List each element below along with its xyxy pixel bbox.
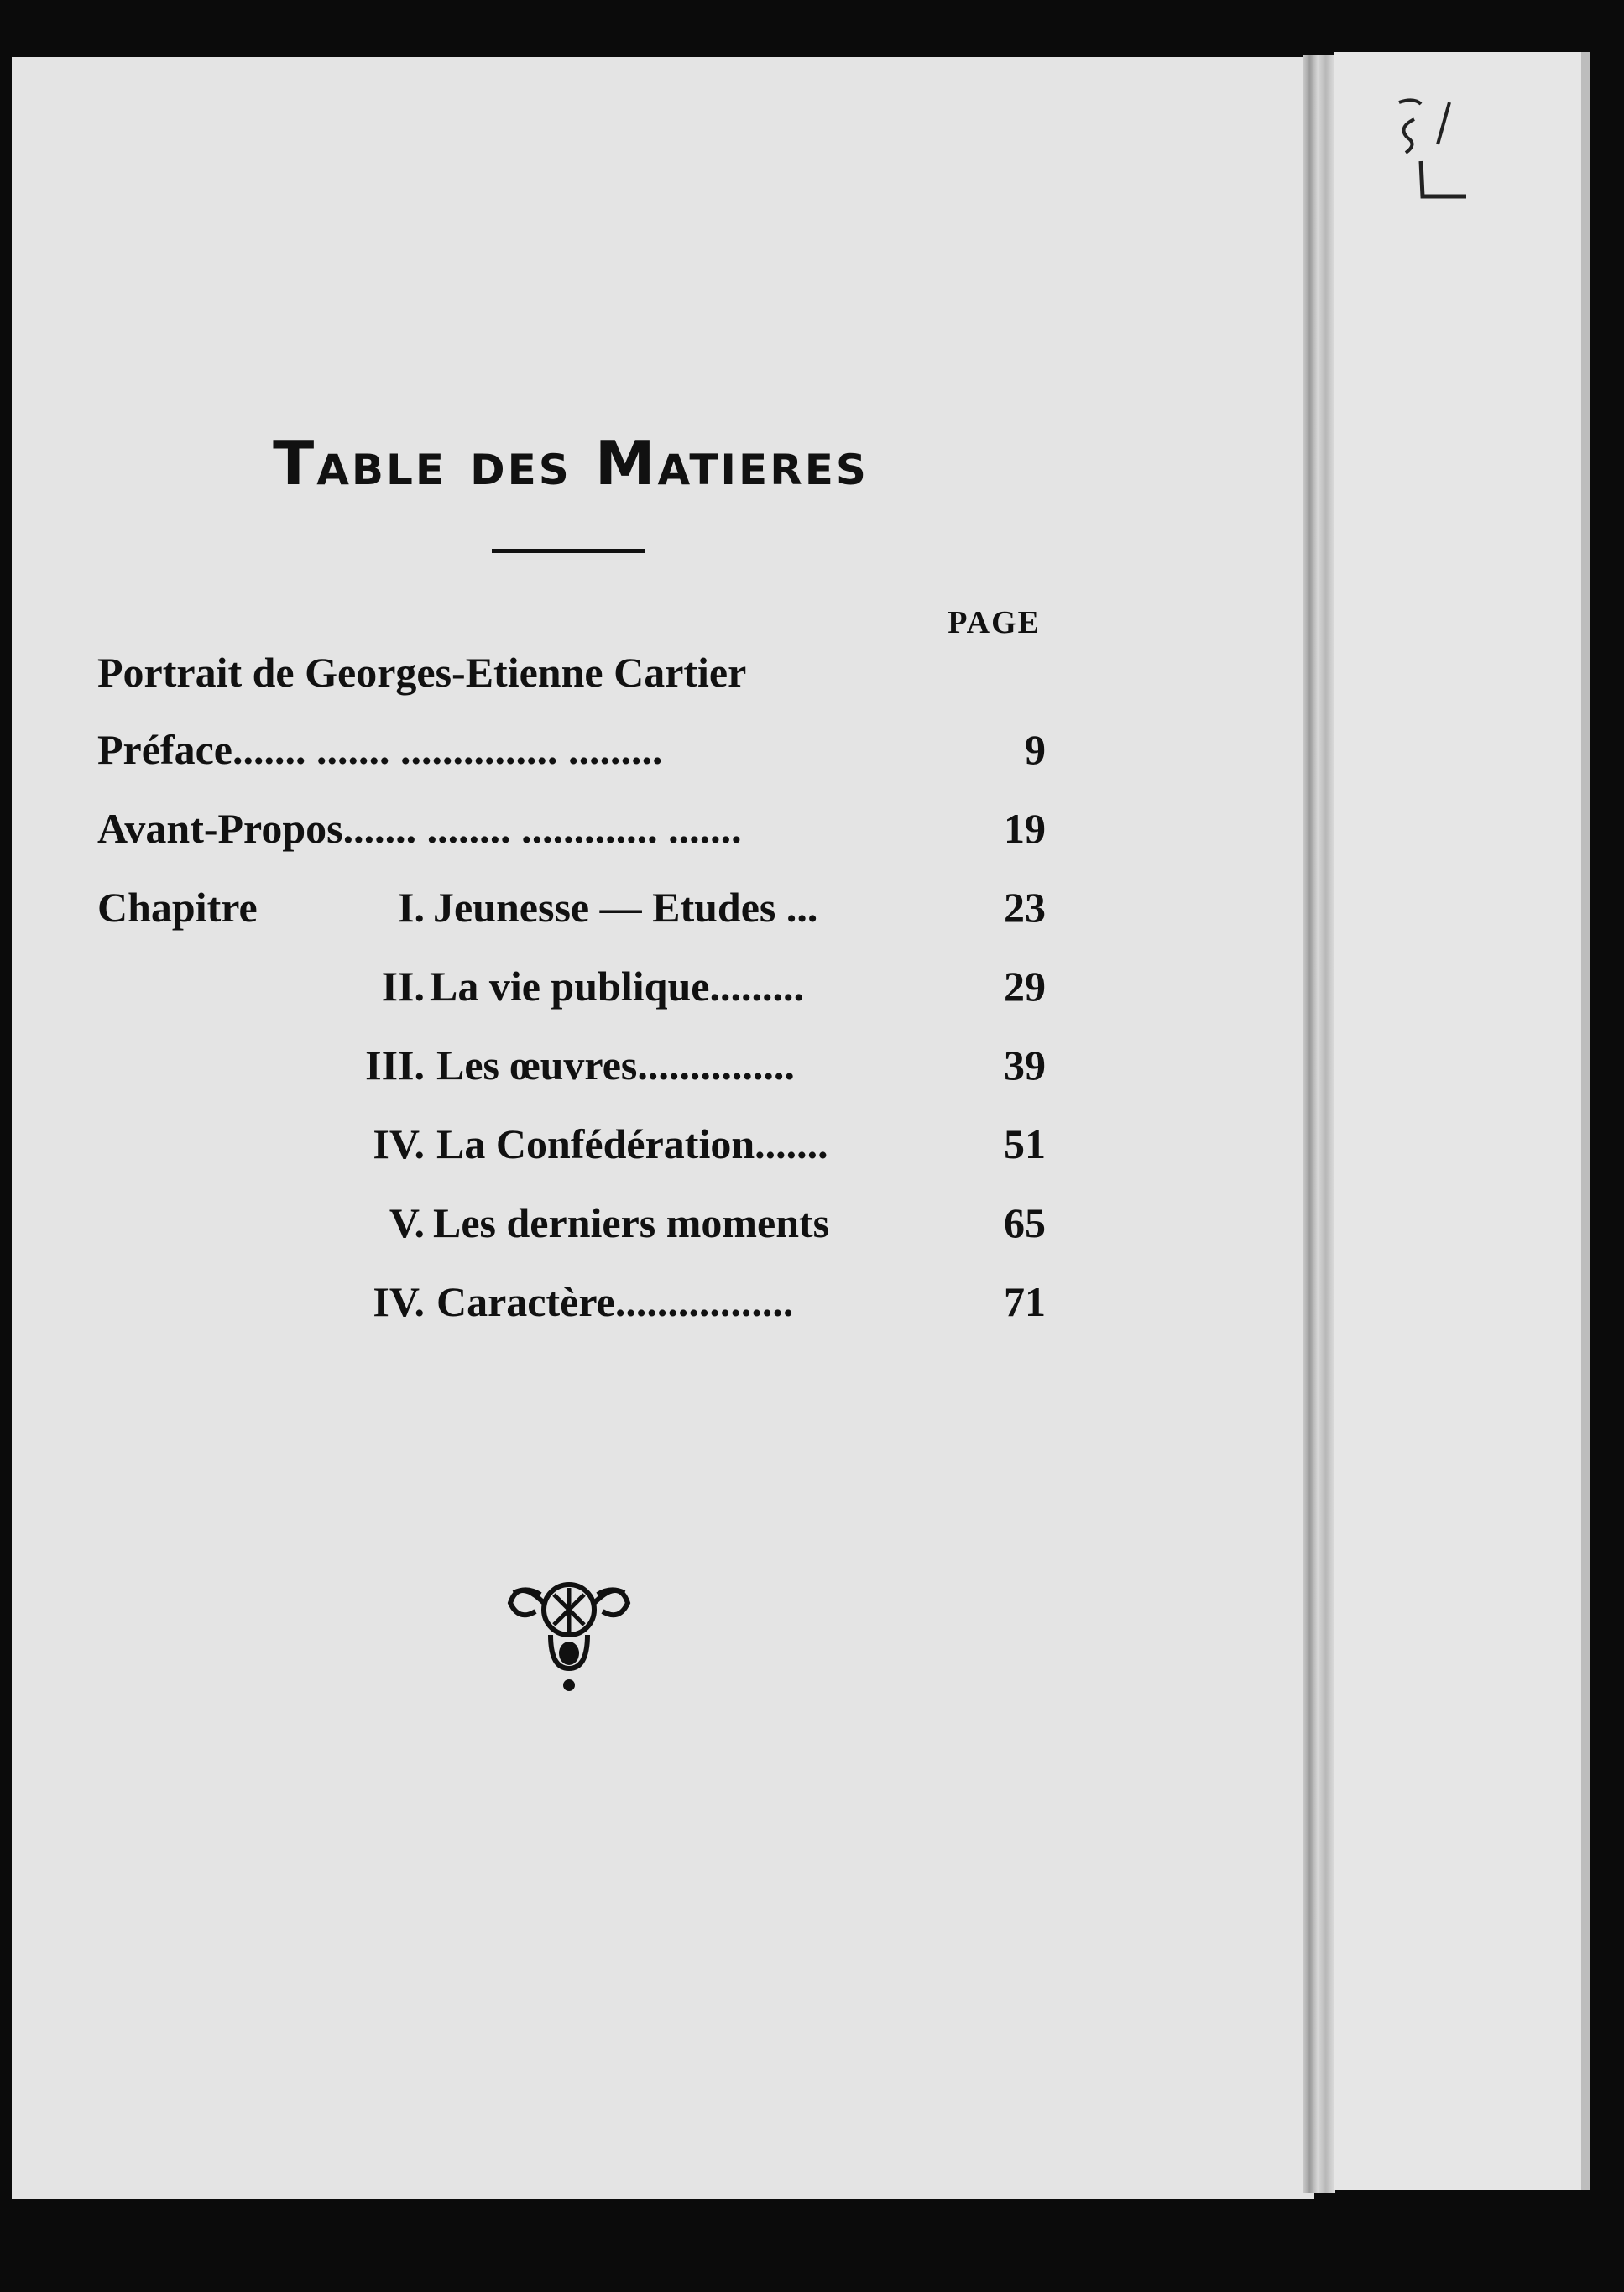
toc-entry-page: 9 bbox=[1025, 726, 1046, 773]
toc-entry-label: Avant-Propos....... ........ ............. ....... bbox=[97, 805, 742, 852]
chapter-number: I. bbox=[398, 884, 425, 931]
chapter-page: 23 bbox=[1004, 884, 1046, 931]
toc-entry-label: Préface....... ....... ............... ......... bbox=[97, 726, 663, 773]
page-gutter bbox=[1303, 55, 1335, 2193]
ornament-icon bbox=[502, 1569, 636, 1695]
chapter-number: III. bbox=[365, 1042, 425, 1089]
chapter-title: La Confédération....... bbox=[436, 1120, 828, 1167]
chapter-title: Jeunesse — Etudes ... bbox=[433, 884, 818, 931]
chapter-number: IV. bbox=[373, 1120, 425, 1167]
chapter-page: 39 bbox=[1004, 1042, 1046, 1089]
toc-chapter-3[interactable] bbox=[97, 1041, 1046, 1099]
toc-entry-label: Portrait de Georges-Etienne Cartier bbox=[97, 649, 747, 696]
chapter-number: V. bbox=[389, 1199, 425, 1246]
page-title: Table des Matieres bbox=[273, 428, 869, 499]
leaf-edge bbox=[1581, 52, 1590, 2190]
toc-chapter-4[interactable] bbox=[97, 1120, 1046, 1178]
toc-chapter-5[interactable] bbox=[97, 1198, 1046, 1257]
chapter-page: 71 bbox=[1004, 1278, 1046, 1325]
chapter-number: IV. bbox=[373, 1278, 425, 1325]
chapter-page: 29 bbox=[1004, 963, 1046, 1010]
toc-entry-portrait[interactable] bbox=[97, 648, 1046, 707]
toc-chapter-6[interactable] bbox=[97, 1277, 1046, 1336]
title-rule bbox=[492, 549, 645, 553]
toc-entry-preface[interactable] bbox=[97, 725, 1046, 784]
page-column-label: PAGE bbox=[948, 605, 1041, 640]
chapters-label: Chapitre bbox=[97, 884, 258, 931]
chapter-title: Les derniers moments bbox=[433, 1199, 830, 1246]
handwritten-note bbox=[1389, 94, 1481, 211]
chapter-number: II. bbox=[381, 963, 425, 1010]
chapter-title: La vie publique......... bbox=[430, 963, 804, 1010]
toc-chapter-1[interactable] bbox=[97, 883, 1046, 942]
chapter-page: 51 bbox=[1004, 1120, 1046, 1167]
toc-entry-page: 19 bbox=[1004, 805, 1046, 852]
chapter-title: Les œuvres............... bbox=[436, 1042, 795, 1089]
chapter-page: 65 bbox=[1004, 1199, 1046, 1246]
toc-chapter-2[interactable] bbox=[97, 962, 1046, 1021]
toc-entry-avant-propos[interactable] bbox=[97, 804, 1046, 863]
facing-leaf bbox=[1334, 52, 1581, 2190]
chapter-title: Caractère................. bbox=[436, 1278, 794, 1325]
